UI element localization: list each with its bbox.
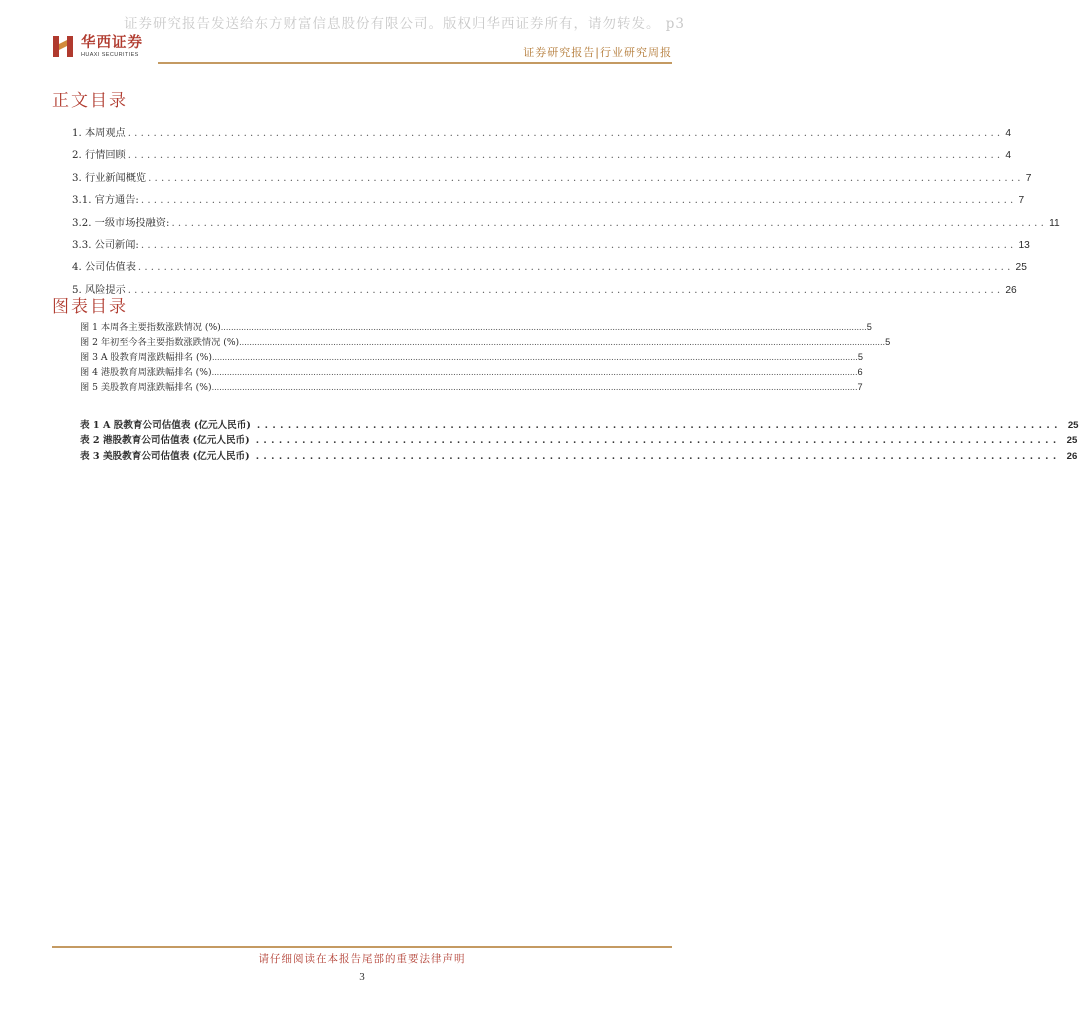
figures-section-title: 图表目录 — [52, 297, 128, 317]
figure-leader-dots: .............................................................................................................................................................................................................................................................. — [220, 323, 867, 332]
legal-notice: 请仔细阅读在本报告尾部的重要法律声明 — [258, 953, 466, 965]
table-item-page: 25 — [1067, 420, 1079, 431]
figure-item[interactable] — [80, 319, 872, 334]
toc-item-label: 3.3. 公司新闻: — [72, 239, 139, 251]
toc-leader-dots: ........................................................................................................................................ — [127, 128, 1004, 139]
toc-item[interactable] — [72, 258, 1027, 280]
figure-item[interactable] — [80, 364, 863, 379]
footer-divider — [52, 946, 672, 948]
table-leader-dots: ........................................................................................................ — [255, 450, 1061, 462]
table-item-label: 表 2 港股教育公司估值表 (亿元人民币) — [80, 435, 250, 447]
toc-section-title: 正文目录 — [52, 91, 128, 111]
figure-item-page: 6 — [857, 367, 863, 377]
table-item-page: 25 — [1066, 435, 1078, 447]
figure-item-label: 图 2 年初至今各主要指数涨跌情况 (%) — [80, 337, 240, 348]
table-item[interactable] — [80, 448, 1078, 463]
toc-item-page: 11 — [1049, 217, 1060, 229]
toc-list — [72, 124, 1060, 303]
figure-item-page: 5 — [857, 352, 863, 362]
toc-item-label: 1. 本周观点 — [72, 128, 126, 139]
toc-item-page: 13 — [1018, 239, 1030, 251]
toc-item-page: 25 — [1015, 262, 1027, 274]
toc-item-label: 2. 行情回顾 — [72, 150, 126, 162]
company-logo — [53, 34, 143, 58]
toc-item-page: 26 — [1005, 284, 1017, 296]
toc-item-label: 3.1. 官方通告: — [72, 195, 139, 207]
table-item-label: 表 1 A 股教育公司估值表 (亿元人民币) — [80, 420, 251, 431]
logo-english-name: HUAXI SECURITIES — [81, 51, 139, 58]
table-item-label: 表 3 美股教育公司估值表 (亿元人民币) — [80, 450, 250, 462]
toc-item[interactable] — [72, 169, 1032, 191]
toc-item[interactable] — [72, 146, 1012, 168]
toc-item[interactable] — [72, 124, 1012, 146]
watermark-text: 证券研究报告发送给东方财富信息股份有限公司。版权归华西证券所有，请勿转发。 p3 — [124, 16, 686, 32]
table-item[interactable] — [80, 417, 1079, 432]
figure-item-label: 图 4 港股教育周涨跌幅排名 (%) — [80, 367, 212, 378]
toc-item-label: 4. 公司估值表 — [72, 262, 136, 274]
toc-item-page: 4 — [1005, 128, 1012, 139]
report-type-label: 证券研究报告|行业研究周报 — [523, 46, 672, 59]
figure-item[interactable] — [80, 379, 863, 394]
toc-item[interactable] — [72, 236, 1030, 258]
figure-list — [80, 319, 891, 394]
huaxi-logo-icon — [53, 34, 75, 58]
toc-item[interactable] — [72, 191, 1025, 213]
figure-leader-dots: .............................................................................................................................................................................................................................................................. — [211, 383, 858, 392]
toc-item-page: 4 — [1005, 150, 1012, 162]
figure-item-page: 5 — [866, 322, 872, 332]
table-leader-dots: ........................................................................................................ — [256, 420, 1062, 431]
figure-leader-dots: .............................................................................................................................................................................................................................................................. — [211, 353, 858, 362]
toc-leader-dots: ........................................................................................................................................ — [127, 150, 1004, 162]
figure-item-label: 图 3 A 股教育周涨跌幅排名 (%) — [80, 352, 212, 363]
toc-leader-dots: ........................................................................................................................................ — [127, 284, 1004, 296]
toc-leader-dots: ........................................................................................................................................ — [140, 195, 1017, 207]
figure-item[interactable] — [80, 334, 891, 349]
figure-item-label: 图 5 美股教育周涨跌幅排名 (%) — [80, 382, 212, 393]
table-item-page: 26 — [1066, 450, 1078, 462]
toc-item[interactable] — [72, 214, 1060, 236]
table-leader-dots: ........................................................................................................ — [255, 435, 1061, 447]
figure-item-page: 7 — [857, 382, 863, 392]
toc-item-label: 3.2. 一级市场投融资: — [72, 217, 170, 229]
toc-leader-dots: ........................................................................................................................................ — [171, 217, 1048, 229]
header-divider — [158, 62, 672, 64]
figure-item-label: 图 1 本周各主要指数涨跌情况 (%) — [80, 322, 221, 333]
figure-leader-dots: .............................................................................................................................................................................................................................................................. — [211, 368, 858, 377]
figure-item[interactable] — [80, 349, 863, 364]
table-item[interactable] — [80, 432, 1078, 447]
toc-item[interactable] — [72, 281, 1017, 303]
toc-item-page: 7 — [1025, 172, 1032, 184]
figure-item-page: 5 — [885, 337, 891, 347]
toc-item-page: 7 — [1018, 195, 1025, 207]
toc-leader-dots: ........................................................................................................................................ — [137, 262, 1014, 274]
toc-item-label: 5. 风险提示 — [72, 284, 126, 296]
table-list — [80, 417, 1079, 463]
toc-item-label: 3. 行业新闻概览 — [72, 172, 147, 184]
toc-leader-dots: ........................................................................................................................................ — [148, 172, 1024, 184]
toc-leader-dots: ........................................................................................................................................ — [140, 239, 1017, 251]
logo-chinese-name: 华西证券 — [81, 34, 143, 51]
figure-leader-dots: .............................................................................................................................................................................................................................................................. — [239, 338, 886, 347]
page-number: 3 — [359, 971, 365, 983]
